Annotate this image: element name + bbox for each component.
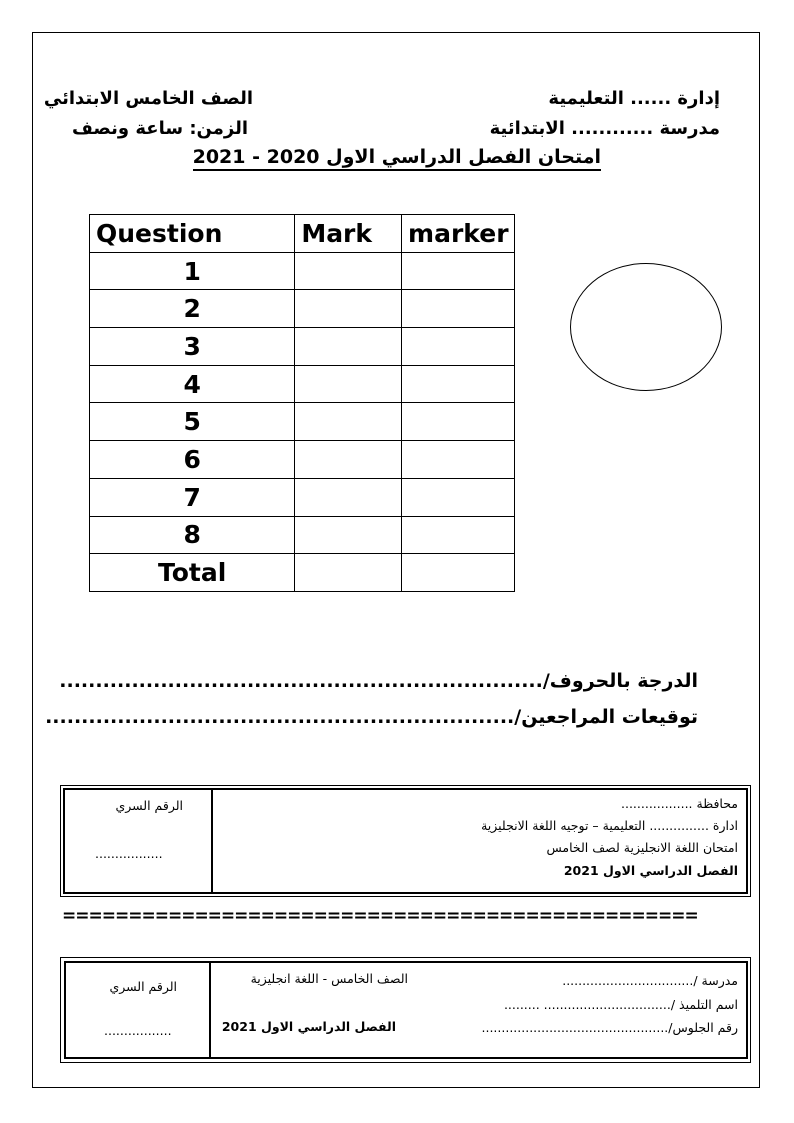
exam-name: امتحان اللغة الانجليزية لصف الخامس xyxy=(546,840,738,855)
grade-table xyxy=(89,214,515,592)
table-row xyxy=(90,516,515,554)
cut-line-separator: ================================================ xyxy=(62,906,698,926)
table-row xyxy=(90,290,515,328)
reviewers-signatures-field[interactable]: توقيعات المراجعين/................................................................. xyxy=(45,706,698,728)
total-mark-cell[interactable] xyxy=(295,554,402,592)
grade-label: الصف الخامس الابتدائي xyxy=(43,88,253,109)
mark-cell[interactable] xyxy=(295,328,402,366)
marker-cell[interactable] xyxy=(402,516,515,554)
marker-cell[interactable] xyxy=(402,290,515,328)
table-row xyxy=(90,403,515,441)
table-header-row xyxy=(90,215,515,253)
student-name-field[interactable]: اسم التلميذ /................................ ......... xyxy=(503,997,738,1012)
cover-slip-upper xyxy=(60,785,751,897)
mark-cell[interactable] xyxy=(295,516,402,554)
total-score-circle[interactable] xyxy=(570,263,722,391)
mark-cell[interactable] xyxy=(295,365,402,403)
question-number: 2 xyxy=(90,290,295,328)
term-label: الفصل الدراسي الاول 2021 xyxy=(221,1019,396,1034)
school-label: مدرسة ............ الابتدائية xyxy=(489,118,720,139)
secret-number-dots[interactable]: ................. xyxy=(104,1023,172,1038)
table-row xyxy=(90,328,515,366)
column-header-marker: marker xyxy=(402,215,515,253)
subject-label: الصف الخامس - اللغة انجليزية xyxy=(250,971,408,986)
term-label: الفصل الدراسي الاول 2021 xyxy=(563,863,738,878)
directorate-field[interactable]: ادارة ............... التعليمية – توجيه اللغة الانجليزية xyxy=(481,818,738,833)
question-number: 4 xyxy=(90,365,295,403)
secret-number-box xyxy=(63,788,213,894)
marker-cell[interactable] xyxy=(402,403,515,441)
slip-info-box xyxy=(211,961,748,1059)
school-field[interactable]: مدرسة /................................. xyxy=(562,973,738,988)
time-label: الزمن: ساعة ونصف xyxy=(72,118,248,139)
table-row xyxy=(90,478,515,516)
mark-cell[interactable] xyxy=(295,403,402,441)
total-marker-cell[interactable] xyxy=(402,554,515,592)
mark-cell[interactable] xyxy=(295,478,402,516)
governorate-field[interactable]: محافظة .................. xyxy=(621,796,738,811)
question-number: 5 xyxy=(90,403,295,441)
mark-cell[interactable] xyxy=(295,252,402,290)
total-label: Total xyxy=(90,554,295,592)
grade-in-words-field[interactable]: الدرجة بالحروف/................................................................... xyxy=(59,670,698,692)
directorate-label: إدارة ...... التعليمية xyxy=(548,88,720,109)
question-number: 1 xyxy=(90,252,295,290)
secret-number-label: الرقم السري xyxy=(109,979,177,994)
mark-cell[interactable] xyxy=(295,290,402,328)
slip-info-box xyxy=(213,788,748,894)
table-row xyxy=(90,441,515,479)
exam-title: امتحان الفصل الدراسي الاول 2020 - 2021 xyxy=(193,146,601,171)
mark-cell[interactable] xyxy=(295,441,402,479)
question-number: 7 xyxy=(90,478,295,516)
marker-cell[interactable] xyxy=(402,441,515,479)
marker-cell[interactable] xyxy=(402,478,515,516)
question-number: 6 xyxy=(90,441,295,479)
question-number: 8 xyxy=(90,516,295,554)
cover-slip-lower xyxy=(60,957,751,1063)
table-row xyxy=(90,365,515,403)
marker-cell[interactable] xyxy=(402,328,515,366)
question-number: 3 xyxy=(90,328,295,366)
column-header-mark: Mark xyxy=(295,215,402,253)
table-row-total xyxy=(90,554,515,592)
secret-number-box xyxy=(64,961,211,1059)
secret-number-label: الرقم السري xyxy=(115,798,183,813)
marker-cell[interactable] xyxy=(402,252,515,290)
column-header-question: Question xyxy=(90,215,295,253)
secret-number-dots[interactable]: ................. xyxy=(95,846,163,861)
marker-cell[interactable] xyxy=(402,365,515,403)
seat-number-field[interactable]: رقم الجلوس/............................................... xyxy=(481,1020,738,1035)
table-row xyxy=(90,252,515,290)
